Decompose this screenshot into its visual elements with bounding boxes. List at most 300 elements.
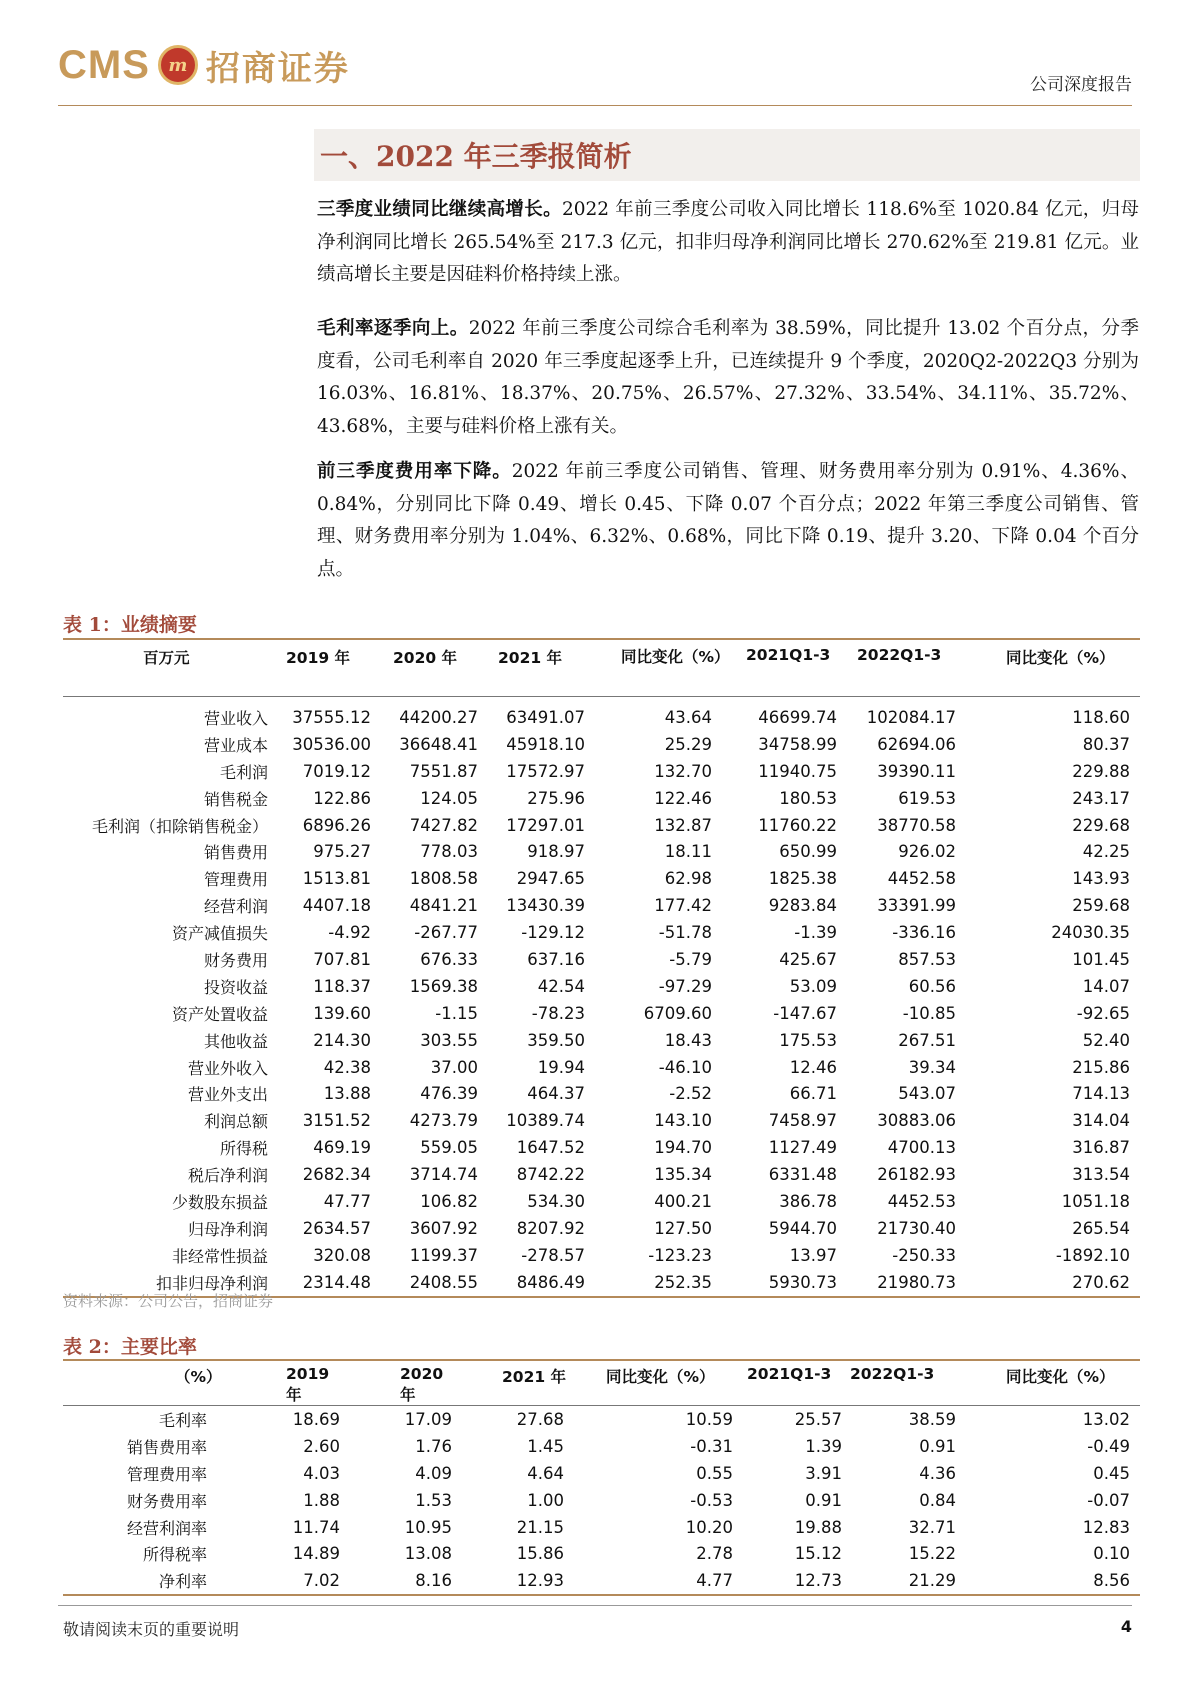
paragraph-lead: 毛利率逐季向上。: [317, 318, 469, 339]
table-cell: 62.98: [664, 869, 712, 889]
table-cell: 11940.75: [758, 761, 837, 781]
table-cell: 42.38: [323, 1057, 371, 1077]
table-cell: 180.53: [779, 788, 837, 808]
table-cell: -267.77: [414, 923, 478, 943]
column-header: 2020 年: [348, 1360, 460, 1406]
table-key-ratios: [63, 1359, 1140, 1596]
table-cell: 122.46: [654, 788, 712, 808]
table-cell: 18.11: [664, 842, 712, 862]
table-cell: 7.02: [223, 1567, 348, 1595]
table-cell: 3714.74: [409, 1165, 478, 1185]
table-cell: 267.51: [898, 1030, 956, 1050]
table-cell: 175.53: [779, 1030, 837, 1050]
table-cell: 15.22: [908, 1544, 956, 1564]
table-cell: 21.29: [848, 1567, 962, 1595]
table-cell: -97.29: [658, 976, 712, 996]
row-label: 经营利润: [203, 897, 268, 917]
table-cell: -2.52: [669, 1084, 712, 1104]
table-cell: 10389.74: [506, 1111, 585, 1131]
table-cell: -92.65: [1076, 1003, 1130, 1023]
logo-badge-icon: m: [158, 45, 198, 85]
column-header: 2020 年: [377, 639, 484, 697]
table-cell: 18.69: [292, 1409, 340, 1429]
table-cell: 132.87: [654, 815, 712, 835]
table-row: [63, 1567, 1140, 1595]
table-cell: 0.10: [1093, 1544, 1130, 1564]
table-cell: 0.91: [919, 1436, 956, 1456]
table-cell: 265.54: [1072, 1218, 1130, 1238]
table-cell: 21.15: [516, 1517, 564, 1537]
table-cell: 21730.40: [877, 1218, 956, 1238]
table-cell: 143.93: [1072, 869, 1130, 889]
table-cell: 252.35: [591, 1269, 722, 1297]
table-cell: 15.12: [794, 1544, 842, 1564]
row-label: 毛利润: [219, 762, 268, 782]
table-header-row: [63, 1360, 1140, 1406]
row-label: 归母净利润: [187, 1219, 268, 1239]
column-header: 2022Q1-3: [848, 1360, 962, 1406]
table-cell: 14.07: [1082, 976, 1130, 996]
table-cell: 476.39: [420, 1084, 478, 1104]
table-cell: -1892.10: [1055, 1245, 1130, 1265]
row-label: 财务费用: [203, 950, 268, 970]
table-cell: 1.00: [527, 1490, 564, 1510]
table-cell: 33391.99: [877, 896, 956, 916]
table-cell: 386.78: [779, 1191, 837, 1211]
paragraph-gross-margin: [317, 313, 1139, 443]
table-cell: 42.25: [1082, 842, 1130, 862]
table-cell: 543.07: [898, 1084, 956, 1104]
table-cell: 52.40: [1082, 1030, 1130, 1050]
table-cell: 13.02: [1082, 1409, 1130, 1429]
paragraph-lead: 前三季度费用率下降。: [317, 461, 512, 482]
table-cell: 18.43: [664, 1030, 712, 1050]
table-cell: 8.16: [348, 1567, 460, 1595]
table-cell: -51.78: [658, 923, 712, 943]
table1-source: 资料来源：公司公告，招商证券: [63, 1292, 274, 1310]
paragraph-expense-ratio: [317, 456, 1139, 586]
row-label: 少数股东损益: [171, 1192, 268, 1212]
table-cell: 400.21: [654, 1191, 712, 1211]
table-cell: 15.86: [516, 1544, 564, 1564]
paragraph-lead: 三季度业绩同比继续高增长。: [317, 199, 562, 220]
table-cell: 37.00: [430, 1057, 478, 1077]
table-cell: 926.02: [898, 842, 956, 862]
row-label: 营业外收入: [187, 1058, 268, 1078]
table-cell: 7551.87: [409, 761, 478, 781]
report-type: 公司深度报告: [1030, 75, 1132, 95]
table-row: [63, 1188, 1140, 1215]
table-cell: 7019.12: [302, 761, 371, 781]
table-cell: 27.68: [516, 1409, 564, 1429]
table-cell: 143.10: [654, 1111, 712, 1131]
column-header: 百万元: [63, 639, 268, 697]
table-cell: 7427.82: [409, 815, 478, 835]
table-cell: 45918.10: [506, 734, 585, 754]
table-row: [63, 1242, 1140, 1269]
table-cell: -10.85: [902, 1003, 956, 1023]
row-label: 资产处置收益: [171, 1004, 268, 1024]
table-cell: 13.88: [323, 1084, 371, 1104]
table-cell: 857.53: [898, 949, 956, 969]
table-row: [63, 1134, 1140, 1161]
table-cell: 25.29: [664, 734, 712, 754]
table2-title: 表 2：主要比率: [63, 1336, 197, 1358]
table-cell: 30883.06: [877, 1111, 956, 1131]
table-cell: 4.03: [303, 1463, 340, 1483]
table-cell: 118.60: [1072, 707, 1130, 727]
table-cell: 38.59: [908, 1409, 956, 1429]
table-cell: 1.39: [805, 1436, 842, 1456]
table-cell: 1199.37: [409, 1245, 478, 1265]
table-cell: 0.84: [919, 1490, 956, 1510]
table-cell: -129.12: [521, 923, 585, 943]
column-header: 2021Q1-3: [722, 639, 843, 697]
table-cell: 8207.92: [516, 1218, 585, 1238]
logo-cms-text: CMS: [58, 42, 150, 87]
column-header: 2019 年: [268, 639, 377, 697]
table-cell: 38770.58: [877, 815, 956, 835]
table-cell: 24030.35: [1051, 923, 1130, 943]
table-cell: -78.23: [531, 1003, 585, 1023]
footer-divider: [58, 1605, 1132, 1606]
table-cell: -4.92: [328, 923, 371, 943]
table-cell: 32.71: [908, 1517, 956, 1537]
table-cell: 10.95: [404, 1517, 452, 1537]
table-cell: 1513.81: [302, 869, 371, 889]
paragraph-body: 2022 年前三季度公司收入同比增长 118.6%至 1020.84 亿元，归母净利润同比增长 265.54%至 217.3 亿元，扣非归母净利润同比增长 270.62%至 219.81 亿元。业绩高增长主要是因硅料价格持续上涨。: [317, 199, 1139, 285]
footer-note: 敬请阅读末页的重要说明: [63, 1620, 240, 1639]
column-header: 2021 年: [460, 1360, 572, 1406]
table-cell: 229.68: [1072, 815, 1130, 835]
table-cell: 11760.22: [758, 815, 837, 835]
table-cell: 6896.26: [302, 815, 371, 835]
table-cell: 313.54: [1072, 1165, 1130, 1185]
table-cell: 8.56: [962, 1567, 1140, 1595]
table-cell: 6709.60: [643, 1003, 712, 1023]
table-row: [63, 919, 1140, 946]
row-label: 扣非归母净利润: [63, 1269, 268, 1297]
table-cell: 5930.73: [722, 1269, 843, 1297]
table-cell: 9283.84: [768, 896, 837, 916]
row-label: 销售费用率: [126, 1437, 207, 1457]
company-logo: [58, 40, 350, 90]
table-cell: 17.09: [404, 1409, 452, 1429]
table-cell: 425.67: [779, 949, 837, 969]
row-label: 营业外支出: [187, 1085, 268, 1105]
table-cell: 12.46: [789, 1057, 837, 1077]
table-cell: 8742.22: [516, 1165, 585, 1185]
table-cell: 60.56: [908, 976, 956, 996]
table-cell: 194.70: [654, 1138, 712, 1158]
table-cell: 1825.38: [768, 869, 837, 889]
table-cell: 359.50: [527, 1030, 585, 1050]
row-label: 资产减值损失: [171, 924, 268, 944]
table-cell: 316.87: [1072, 1138, 1130, 1158]
table-cell: 5944.70: [768, 1218, 837, 1238]
table-row: [63, 1406, 1140, 1433]
table-cell: 650.99: [779, 842, 837, 862]
table-cell: 19.94: [537, 1057, 585, 1077]
table-cell: -1.15: [435, 1003, 478, 1023]
table-cell: 559.05: [420, 1138, 478, 1158]
table-cell: 1127.49: [768, 1138, 837, 1158]
row-label: 利润总额: [203, 1112, 268, 1132]
table-cell: 39390.11: [877, 761, 956, 781]
row-label: 毛利率: [158, 1410, 207, 1430]
table-cell: 12.93: [460, 1567, 572, 1595]
table-cell: 39.34: [908, 1057, 956, 1077]
table-cell: 275.96: [527, 788, 585, 808]
table-cell: 1808.58: [409, 869, 478, 889]
table-cell: 30536.00: [292, 734, 371, 754]
table-cell: 0.55: [696, 1463, 733, 1483]
table-cell: 63491.07: [506, 707, 585, 727]
table-row: [63, 758, 1140, 785]
table-cell: 37555.12: [292, 707, 371, 727]
table-row: [63, 1000, 1140, 1027]
row-label: 所得税: [219, 1139, 268, 1159]
table-row: [63, 697, 1140, 731]
table-row: [63, 1540, 1140, 1567]
table-cell: -250.33: [892, 1245, 956, 1265]
table-cell: -123.23: [648, 1245, 712, 1265]
table-cell: 13430.39: [506, 896, 585, 916]
paragraph-performance: [317, 194, 1139, 292]
table-cell: 2.78: [696, 1544, 733, 1564]
logo-company-name: 招商证券: [205, 48, 350, 89]
table-cell: 214.30: [313, 1030, 371, 1050]
table-row: [63, 946, 1140, 973]
table-row: [63, 1080, 1140, 1107]
table-cell: 10.59: [685, 1409, 733, 1429]
table-row: [63, 1161, 1140, 1188]
column-header: 2021Q1-3: [743, 1360, 848, 1406]
table-cell: 3607.92: [409, 1218, 478, 1238]
table-cell: 2682.34: [302, 1165, 371, 1185]
table-cell: 4.64: [527, 1463, 564, 1483]
table-cell: 229.88: [1072, 761, 1130, 781]
row-label: 净利率: [63, 1567, 223, 1595]
row-label: 财务费用率: [126, 1491, 207, 1511]
table-cell: 177.42: [654, 896, 712, 916]
table-cell: 102084.17: [866, 707, 956, 727]
table-cell: 1.45: [527, 1436, 564, 1456]
table-cell: 4.36: [919, 1463, 956, 1483]
table-row: [63, 892, 1140, 919]
table-cell: 13.08: [404, 1544, 452, 1564]
table-row: [63, 1460, 1140, 1487]
table-row: [63, 1054, 1140, 1081]
table-cell: 132.70: [654, 761, 712, 781]
table-cell: 464.37: [527, 1084, 585, 1104]
row-label: 经营利润率: [126, 1518, 207, 1538]
table-cell: 26182.93: [877, 1165, 956, 1185]
row-label: 投资收益: [203, 977, 268, 997]
table-cell: 42.54: [537, 976, 585, 996]
table-row: [63, 1027, 1140, 1054]
table-row: [63, 973, 1140, 1000]
table-cell: 0.45: [1093, 1463, 1130, 1483]
table-cell: 46699.74: [758, 707, 837, 727]
table-cell: 259.68: [1072, 896, 1130, 916]
table-cell: 4700.13: [887, 1138, 956, 1158]
table-cell: 135.34: [654, 1165, 712, 1185]
table-cell: 21980.73: [843, 1269, 962, 1297]
table-cell: 4273.79: [409, 1111, 478, 1131]
table-cell: 2314.48: [268, 1269, 377, 1297]
table-cell: 778.03: [420, 842, 478, 862]
table-cell: 707.81: [313, 949, 371, 969]
column-header: 同比变化（%）: [572, 1360, 743, 1406]
table-row: [63, 1433, 1140, 1460]
page-number: 4: [1120, 1617, 1132, 1636]
table-cell: 122.86: [313, 788, 371, 808]
table-cell: 53.09: [789, 976, 837, 996]
table-cell: 14.89: [292, 1544, 340, 1564]
table-cell: 12.73: [743, 1567, 848, 1595]
table-cell: 11.74: [292, 1517, 340, 1537]
table-cell: 34758.99: [758, 734, 837, 754]
table-cell: 139.60: [313, 1003, 371, 1023]
table-cell: 36648.41: [399, 734, 478, 754]
table-cell: 975.27: [313, 842, 371, 862]
table-cell: 13.97: [789, 1245, 837, 1265]
table-cell: 2947.65: [516, 869, 585, 889]
table-cell: 215.86: [1072, 1057, 1130, 1077]
table-cell: 6331.48: [768, 1165, 837, 1185]
table-cell: -1.39: [794, 923, 837, 943]
table-cell: 714.13: [1072, 1084, 1130, 1104]
section-title: 一、2022 年三季报简析: [314, 129, 1140, 181]
table-cell: 243.17: [1072, 788, 1130, 808]
row-label: 营业收入: [203, 708, 268, 728]
table-cell: -278.57: [521, 1245, 585, 1265]
table-cell: 320.08: [313, 1245, 371, 1265]
column-header: 2019 年: [223, 1360, 348, 1406]
table-cell: 2634.57: [302, 1218, 371, 1238]
table-cell: 127.50: [654, 1218, 712, 1238]
table-cell: 637.16: [527, 949, 585, 969]
table-cell: 469.19: [313, 1138, 371, 1158]
table-cell: 2408.55: [377, 1269, 484, 1297]
table-row: [63, 1487, 1140, 1514]
table-cell: 3151.52: [302, 1111, 371, 1131]
table-cell: 80.37: [1082, 734, 1130, 754]
column-header: 同比变化（%）: [591, 639, 722, 697]
table-cell: 4452.53: [887, 1191, 956, 1211]
table-cell: 43.64: [664, 707, 712, 727]
table-cell: -0.53: [690, 1490, 733, 1510]
table-cell: 44200.27: [399, 707, 478, 727]
column-header: 2021 年: [484, 639, 591, 697]
table-row: [63, 838, 1140, 865]
table-header-row: [63, 639, 1140, 697]
table-cell: 4.77: [572, 1567, 743, 1595]
row-label: 毛利润（扣除销售税金）: [91, 816, 268, 836]
column-header: 同比变化（%）: [962, 639, 1140, 697]
row-label: 其他收益: [203, 1031, 268, 1051]
table-cell: 1.53: [415, 1490, 452, 1510]
table-cell: 3.91: [805, 1463, 842, 1483]
table-row: [63, 731, 1140, 758]
table-cell: 17572.97: [506, 761, 585, 781]
table-cell: 124.05: [420, 788, 478, 808]
table-cell: 619.53: [898, 788, 956, 808]
table-cell: -336.16: [892, 923, 956, 943]
row-label: 管理费用: [203, 870, 268, 890]
table-cell: 12.83: [1082, 1517, 1130, 1537]
table-cell: 4407.18: [302, 896, 371, 916]
column-header: （%）: [63, 1360, 223, 1406]
table-cell: 534.30: [527, 1191, 585, 1211]
table-cell: 1647.52: [516, 1138, 585, 1158]
table-cell: 2.60: [303, 1436, 340, 1456]
table-row: [63, 1514, 1140, 1541]
table-cell: -147.67: [773, 1003, 837, 1023]
table-cell: 1.76: [415, 1436, 452, 1456]
table-cell: 8486.49: [484, 1269, 591, 1297]
header-divider: [58, 105, 1132, 106]
table-cell: 17297.01: [506, 815, 585, 835]
table-row: [63, 865, 1140, 892]
row-label: 管理费用率: [126, 1464, 207, 1484]
table-cell: 118.37: [313, 976, 371, 996]
table-cell: 4841.21: [409, 896, 478, 916]
table-cell: 101.45: [1072, 949, 1130, 969]
table-cell: -0.49: [1087, 1436, 1130, 1456]
table-row: [63, 812, 1140, 839]
table-cell: 4452.58: [887, 869, 956, 889]
table-cell: 47.77: [323, 1191, 371, 1211]
table-cell: 66.71: [789, 1084, 837, 1104]
row-label: 非经常性损益: [171, 1246, 268, 1266]
row-label: 营业成本: [203, 735, 268, 755]
row-label: 税后净利润: [187, 1166, 268, 1186]
row-label: 所得税率: [142, 1545, 207, 1565]
table-row: [63, 1107, 1140, 1134]
table-performance-summary: [63, 638, 1140, 1298]
table-row: [63, 785, 1140, 812]
row-label: 销售税金: [203, 789, 268, 809]
table-cell: 0.91: [805, 1490, 842, 1510]
table-cell: -46.10: [658, 1057, 712, 1077]
table-cell: -0.07: [1087, 1490, 1130, 1510]
table-cell: 303.55: [420, 1030, 478, 1050]
row-label: 销售费用: [203, 843, 268, 863]
column-header: 同比变化（%）: [962, 1360, 1140, 1406]
table-cell: -5.79: [669, 949, 712, 969]
table-cell: 918.97: [527, 842, 585, 862]
table-cell: 10.20: [685, 1517, 733, 1537]
table-cell: 1051.18: [1061, 1191, 1130, 1211]
table-cell: 314.04: [1072, 1111, 1130, 1131]
table-cell: -0.31: [690, 1436, 733, 1456]
column-header: 2022Q1-3: [843, 639, 962, 697]
table1-title: 表 1：业绩摘要: [63, 614, 197, 636]
table-cell: 25.57: [794, 1409, 842, 1429]
table-cell: 106.82: [420, 1191, 478, 1211]
table-cell: 676.33: [420, 949, 478, 969]
table-cell: 7458.97: [768, 1111, 837, 1131]
table-cell: 62694.06: [877, 734, 956, 754]
table-cell: 270.62: [962, 1269, 1140, 1297]
table-cell: 19.88: [794, 1517, 842, 1537]
paragraph-body: 2022 年前三季度公司综合毛利率为 38.59%，同比提升 13.02 个百分点，分季度看，公司毛利率自 2020 年三季度起逐季上升，已连续提升 9 个季度，2020Q2-2022Q3 分别为 16.03%、16.81%、18.37%、20.75%、26.57%、27.32%、33.54%、34.11%、35.72%、43.68%，主要与硅料价格上涨有关。: [317, 318, 1139, 437]
paragraph-body: 2022 年前三季度公司销售、管理、财务费用率分别为 0.91%、4.36%、0.84%，分别同比下降 0.49、增长 0.45、下降 0.07 个百分点；2022 年第三季度公司销售、管理、财务费用率分别为 1.04%、6.32%、0.68%，同比下降 0.19、提升 3.20、下降 0.04 个百分点。: [317, 461, 1139, 580]
table-row: [63, 1215, 1140, 1242]
table-cell: 1569.38: [409, 976, 478, 996]
